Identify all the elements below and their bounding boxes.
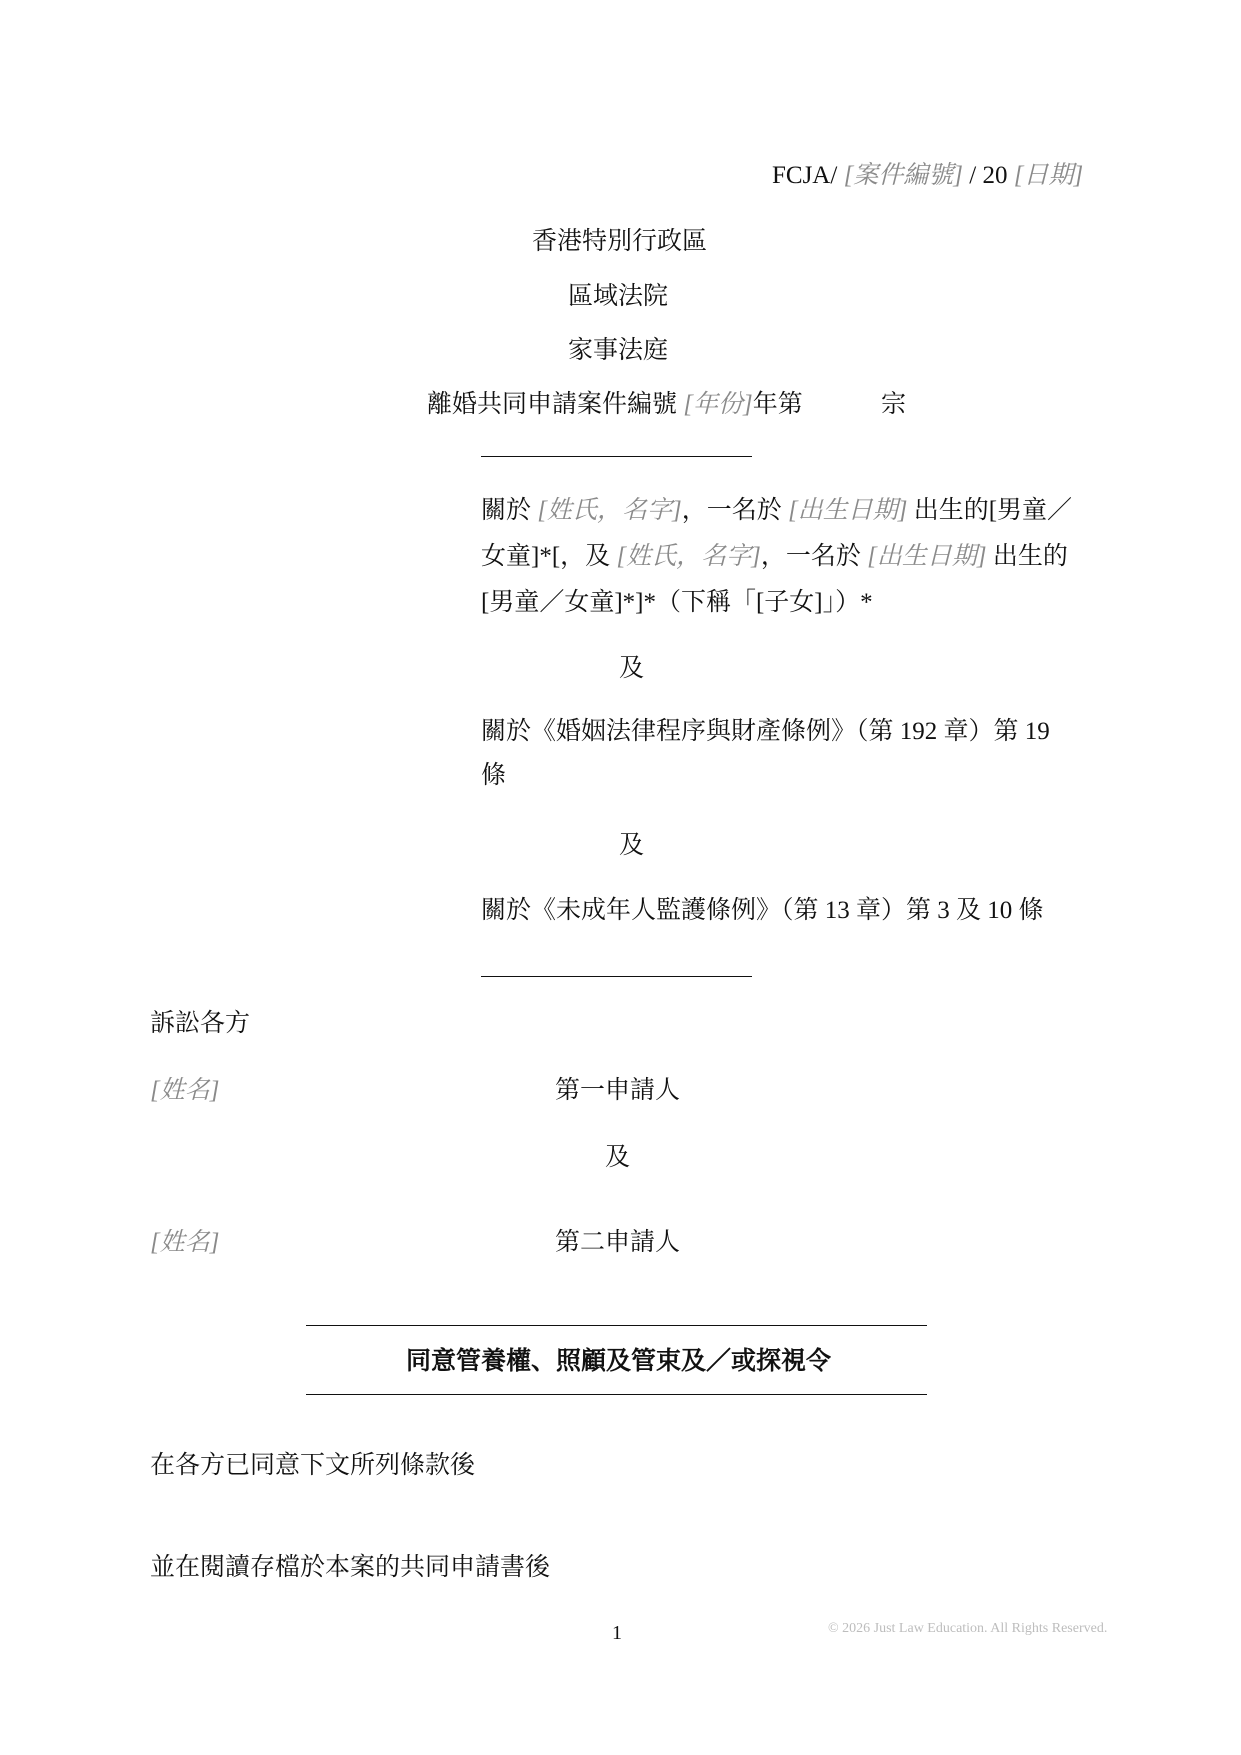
title-rule-bottom [306,1394,927,1395]
copyright-notice: © 2026 Just Law Education. All Rights Reserved. [828,1621,1108,1636]
first-applicant-name-placeholder: [姓名] [150,1077,220,1104]
order-title: 同意管養權、照顧及管束及／或探視令 [406,1348,832,1375]
court-region: 香港特別行政區 [532,228,708,255]
birth-date-placeholder: [出生日期] [867,543,987,570]
page-number: 1 [612,1622,622,1644]
case-ref-prefix: FCJA/ [772,162,838,189]
matter-ordinance-192 [481,710,1081,798]
case-number-suffix: 宗 [881,391,907,418]
and-connector: 及 [605,1144,631,1171]
case-number-mid: 年第 [752,391,803,418]
parties-heading: 訴訟各方 [150,1010,251,1037]
case-number-placeholder: [案件編號] [843,162,964,189]
matter-children-line-3: [男童／女童]*]*（下稱「[子女]」）* [481,589,873,616]
matter-ordinance-192-line-1: 關於《婚姻法律程序與財產條例》（第 192 章）第 19 [481,718,1050,745]
case-number-line [427,392,906,417]
matter-children-line-2: 女童]*[，及 [姓氏，名字]，一名於 [出生日期] 出生的 [481,543,1068,570]
case-ref-year: / 20 [969,162,1008,189]
case-reference [772,163,1083,188]
second-applicant-role: 第二申請人 [555,1229,681,1256]
matter-children-line-1: 關於 [姓氏，名字]，一名於 [出生日期] 出生的[男童／ [481,497,1073,524]
child-name-placeholder: [姓氏，名字] [616,543,761,570]
recital-agreed-terms: 在各方已同意下文所列條款後 [150,1452,476,1479]
second-applicant-name-placeholder: [姓名] [150,1229,220,1256]
child-name-placeholder: [姓氏，名字] [537,497,682,524]
date-placeholder: [日期] [1013,162,1084,189]
first-applicant-role: 第一申請人 [555,1077,681,1104]
matter-children [481,488,1081,626]
matter-ordinance-192-line-2: 條 [481,762,507,789]
court-name: 區域法院 [568,283,669,310]
divider-top [481,456,752,457]
court-division: 家事法庭 [568,337,669,364]
title-rule-top [306,1325,927,1326]
divider-bottom [481,976,752,977]
case-number-label: 離婚共同申請案件編號 [427,391,678,418]
and-connector: 及 [619,832,645,859]
birth-date-placeholder: [出生日期] [788,497,908,524]
recital-joint-application: 並在閱讀存檔於本案的共同申請書後 [150,1554,551,1581]
matter-ordinance-13: 關於《未成年人監護條例》（第 13 章）第 3 及 10 條 [481,897,1044,924]
and-connector: 及 [619,655,645,682]
year-placeholder: [年份] [683,391,753,418]
